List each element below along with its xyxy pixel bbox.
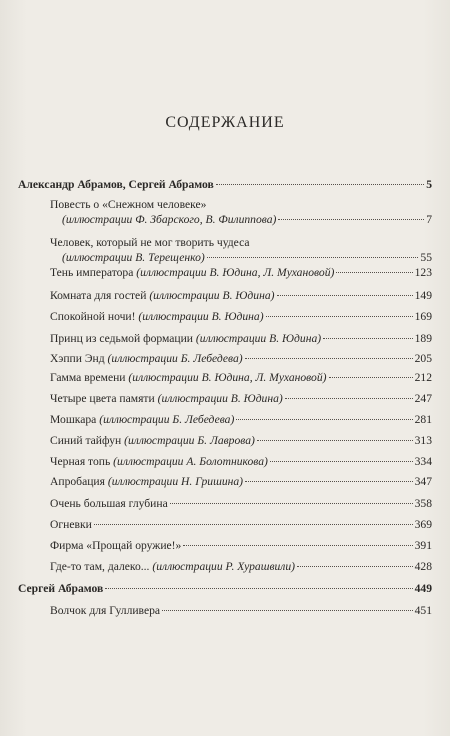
toc-illustrators: (иллюстрации В. Юдина)	[195, 332, 322, 345]
toc-illustrators: (иллюстрации В. Юдина)	[135, 310, 264, 323]
dot-leader	[257, 440, 413, 441]
toc-page-number: 212	[414, 371, 432, 384]
toc-illustrators: (иллюстрации В. Юдина, Л. Мухановой)	[136, 266, 335, 279]
dot-leader	[207, 257, 419, 258]
toc-author-title: Сергей Абрамов	[18, 582, 104, 595]
dot-leader	[323, 338, 412, 339]
toc-author-title: Александр Абрамов, Сергей Абрамов	[18, 178, 214, 191]
toc-illustrators: (иллюстрации Ф. Збарского, В. Филиппова)	[62, 213, 277, 226]
dot-leader	[336, 272, 412, 273]
toc-item-gulliver	[50, 604, 432, 618]
toc-item-title: Спокойной ночи!	[50, 310, 136, 323]
toc-item-guest-room	[50, 289, 432, 303]
toc-illustrators: (иллюстрации В. Терещенко)	[62, 251, 205, 264]
toc-illustrators: (иллюстрации Н. Гришина)	[107, 475, 244, 488]
toc-item-blue-typhoon	[50, 434, 432, 448]
toc-page-number: 369	[414, 518, 432, 531]
toc-item-title: Принц из седьмой формации	[50, 332, 196, 345]
toc-item-title: Фирма «Прощай оружие!»	[50, 539, 182, 552]
toc-item-title: Очень большая глубина	[50, 497, 168, 510]
toc-item-title: Четыре цвета памяти	[50, 392, 158, 405]
toc-illustrators: (иллюстрации Б. Лебедева)	[107, 352, 243, 365]
page-title: СОДЕРЖАНИЕ	[165, 114, 285, 131]
toc-item-black-swamp	[50, 455, 432, 469]
toc-item-snowman	[62, 213, 432, 227]
toc-item-title: Повесть о «Снежном человеке»	[50, 198, 207, 211]
toc-item-title: Комната для гостей	[50, 289, 150, 302]
toc-item-title: Где-то там, далеко...	[50, 560, 153, 573]
toc-page-number: 449	[414, 582, 432, 595]
toc-author-abramov-both	[18, 178, 432, 192]
toc-page-number: 123	[414, 266, 432, 279]
toc-item-title: Хэппи Энд	[50, 352, 108, 365]
toc-page-number: 347	[414, 475, 432, 488]
toc-item-title: Апробация	[50, 475, 108, 488]
dot-leader	[278, 219, 424, 220]
toc-item-title: Синий тайфун	[50, 434, 125, 447]
toc-page-number: 55	[420, 251, 432, 264]
toc-illustrators: (иллюстрации Б. Лаврова)	[124, 434, 255, 447]
toc-illustrators: (иллюстрации В. Юдина, Л. Мухановой)	[128, 371, 327, 384]
toc-item-title: Человек, который не мог творить чудеса	[50, 236, 250, 249]
toc-page-number: 358	[414, 497, 432, 510]
dot-leader	[297, 566, 413, 567]
toc-item-emperor	[50, 266, 432, 280]
toc-illustrators: (иллюстрации А. Болотникова)	[113, 455, 268, 468]
dot-leader	[183, 545, 412, 546]
toc-item-moshkara	[50, 413, 432, 427]
toc-page-number: 428	[414, 560, 432, 573]
toc-page-number: 281	[414, 413, 432, 426]
toc-page-number: 169	[414, 310, 432, 323]
toc-item-title: Огневки	[50, 518, 92, 531]
toc-item-ognevki	[50, 518, 432, 532]
toc-page-number: 205	[414, 352, 432, 365]
toc-illustrators: (иллюстрации Р. Хурашвили)	[152, 560, 295, 573]
dot-leader	[162, 610, 413, 611]
toc-item-farewell-arms	[50, 539, 432, 553]
toc-item-happy-end	[50, 352, 432, 366]
toc-page-number: 247	[414, 392, 432, 405]
toc-illustrators: (иллюстрации В. Юдина)	[157, 392, 283, 405]
toc-item-title: Волчок для Гулливера	[50, 604, 161, 617]
dot-leader	[270, 461, 413, 462]
toc-illustrators: (иллюстрации В. Юдина)	[149, 289, 275, 302]
toc-page-number: 7	[426, 213, 432, 226]
dot-leader	[277, 295, 413, 296]
dot-leader	[285, 398, 413, 399]
toc-page-number: 5	[426, 178, 432, 191]
dot-leader	[266, 316, 413, 317]
dot-leader	[216, 184, 424, 185]
toc-item-four-colors	[50, 392, 432, 406]
toc-illustrators: (иллюстрации Б. Лебедева)	[99, 413, 235, 426]
toc-page-number: 149	[414, 289, 432, 302]
toc-item-gamma	[50, 371, 432, 385]
dot-leader	[329, 377, 413, 378]
toc-page-number: 334	[414, 455, 432, 468]
toc-page-number: 451	[414, 604, 432, 617]
dot-leader	[170, 503, 413, 504]
toc-item-miracles	[62, 251, 432, 265]
toc-item-prince	[50, 332, 432, 346]
dot-leader	[245, 358, 413, 359]
toc-author-sergey-abramov	[18, 582, 432, 596]
toc-item-title: Черная топь	[50, 455, 114, 468]
toc-page-number: 391	[414, 539, 432, 552]
toc-item-title: Гамма времени	[50, 371, 129, 384]
dot-leader	[94, 524, 413, 525]
dot-leader	[105, 588, 412, 589]
toc-item-title: Мошкара	[50, 413, 100, 426]
toc-item-far-away	[50, 560, 432, 574]
toc-item-approbation	[50, 475, 432, 489]
toc-page-number: 313	[414, 434, 432, 447]
dot-leader	[236, 419, 412, 420]
toc-item-title: Тень императора	[50, 266, 137, 279]
dot-leader	[245, 481, 413, 482]
toc-item-good-night	[50, 310, 432, 324]
toc-item-great-depth	[50, 497, 432, 511]
toc-page-number: 189	[414, 332, 432, 345]
